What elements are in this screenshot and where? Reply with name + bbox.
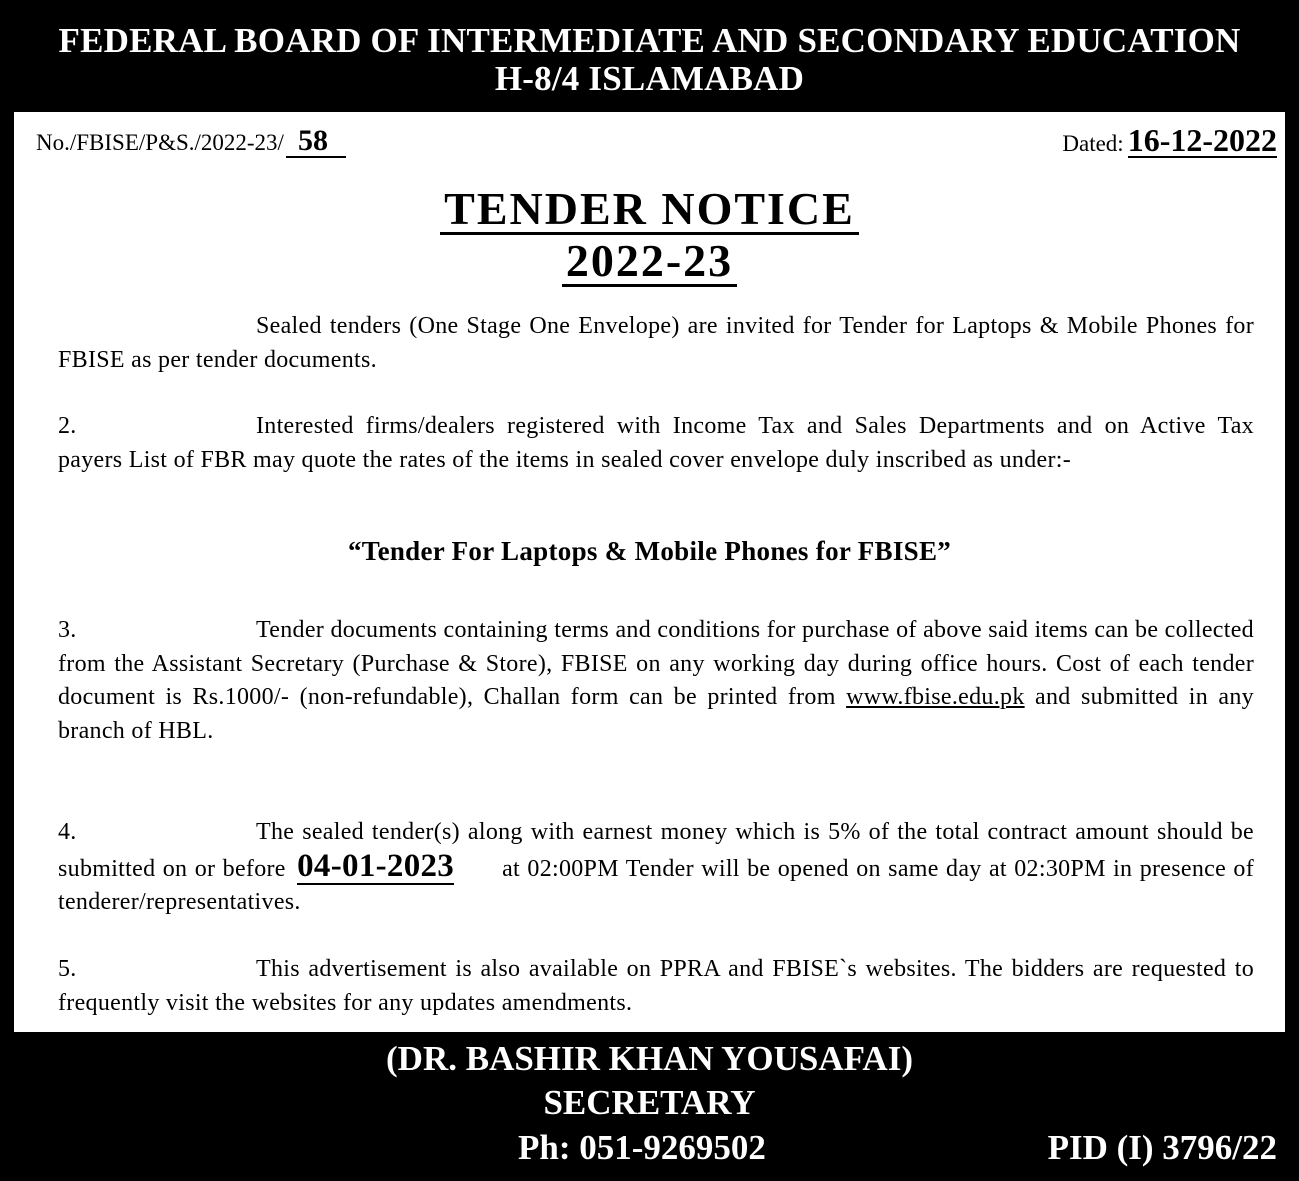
paragraph-5-number: 5. bbox=[58, 956, 77, 982]
date-value: 16-12-2022 bbox=[1127, 122, 1277, 158]
paragraph-3 bbox=[58, 614, 1254, 748]
organization-address: H-8/4 ISLAMABAD bbox=[494, 58, 805, 98]
paragraph-4-text-a: The sealed tender(s) along with earnest money which is 5% of the total contract amount should be submitted on or before bbox=[58, 819, 1254, 882]
page-title: TENDER NOTICE bbox=[14, 186, 1285, 235]
date-label: Dated: bbox=[1062, 131, 1124, 156]
envelope-inscription: “Tender For Laptops & Mobile Phones for FBISE” bbox=[347, 536, 952, 566]
paragraph-4 bbox=[58, 816, 1254, 920]
signatory-role: SECRETARY bbox=[543, 1083, 756, 1122]
contact-phone: Ph: 051-9269502 bbox=[518, 1128, 766, 1167]
paragraph-5 bbox=[58, 953, 1254, 1020]
notice-body bbox=[14, 112, 1285, 1032]
paragraph-2-text: Interested firms/dealers registered with Income Tax and Sales Departments and on Active Tax payers List of FBR may quote the rates of the items in sealed cover envelope duly inscribed as under:- bbox=[58, 413, 1254, 473]
reference-value: 58 bbox=[286, 126, 346, 158]
page-subtitle-year: 2022-23 bbox=[14, 238, 1285, 287]
notice-footer bbox=[0, 1032, 1299, 1181]
paragraph-1 bbox=[58, 310, 1254, 377]
paragraph-3-text-a: Tender documents containing terms and conditions for purchase of above said items can be collected from the Assistant Secretary (Purchase & Store), FBISE on any working day during office hours. Cost of each tender document is Rs.1000/- (non-refundable), Challan form can be printed from bbox=[58, 617, 1254, 710]
organization-name: FEDERAL BOARD OF INTERMEDIATE AND SECONDARY EDUCATION bbox=[58, 21, 1241, 60]
website-link[interactable]: www.fbise.edu.pk bbox=[846, 684, 1025, 710]
submission-date: 04-01-2023 bbox=[297, 847, 455, 884]
paragraph-1-text: Sealed tenders (One Stage One Envelope) are invited for Tender for Laptops & Mobile Phones for FBISE as per tender documents. bbox=[58, 313, 1254, 373]
paragraph-4-number: 4. bbox=[58, 819, 77, 845]
signatory-name: (DR. BASHIR KHAN YOUSAFAI) bbox=[386, 1039, 913, 1078]
date-line bbox=[1062, 124, 1277, 158]
pid-number: PID (I) 3796/22 bbox=[1047, 1128, 1277, 1167]
paragraph-3-text-b: and submitted in any branch of HBL. bbox=[58, 684, 1254, 744]
reference-prefix: No./FBISE/P&S./2022-23/ bbox=[36, 130, 284, 155]
notice-header bbox=[0, 0, 1299, 112]
paragraph-2 bbox=[58, 410, 1254, 477]
paragraph-5-text: This advertisement is also available on PPRA and FBISE`s websites. The bidders are requested to frequently visit the websites for any updates amendments. bbox=[58, 956, 1254, 1016]
paragraph-4-text-b: at 02:00PM Tender will be opened on same day at 02:30PM in presence of tenderer/representatives. bbox=[58, 855, 1255, 915]
reference-number bbox=[36, 126, 346, 158]
paragraph-2-number: 2. bbox=[58, 413, 77, 439]
paragraph-3-number: 3. bbox=[58, 617, 77, 643]
